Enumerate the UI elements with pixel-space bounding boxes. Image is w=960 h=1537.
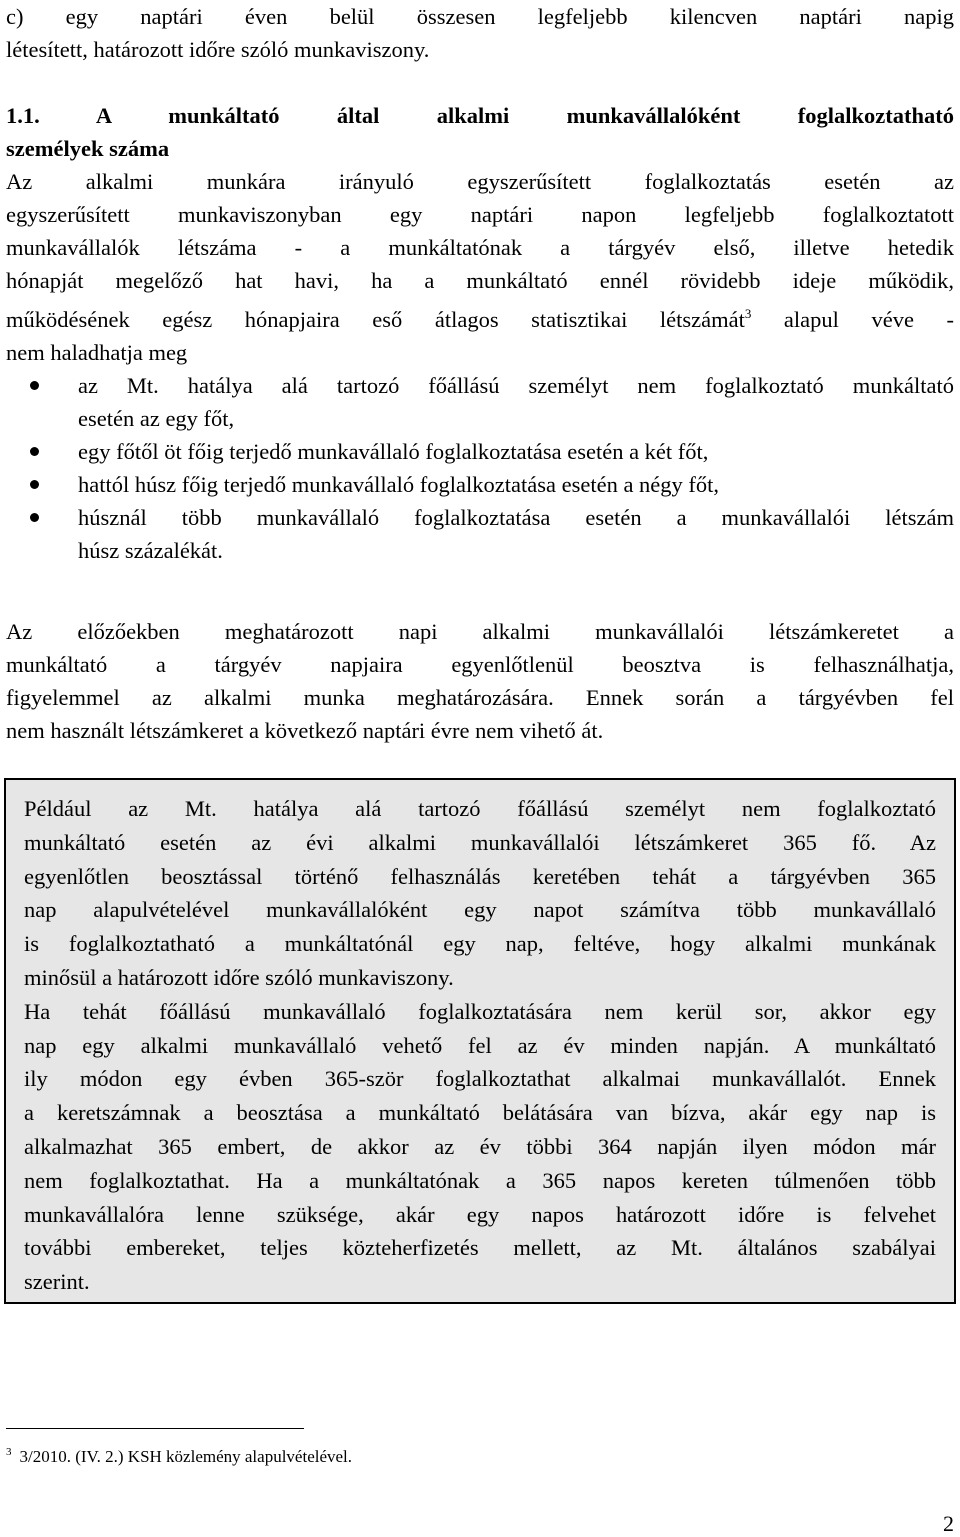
item-c	[6, 0, 954, 66]
example-box-line: munkáltató esetén az évi alkalmi munkavállalói létszámkeret 365 fő. Az	[24, 829, 936, 855]
example-box-line: ily módon egy évben 365-ször foglalkoztathat alkalmai munkavállalót. Ennek	[24, 1066, 936, 1092]
paragraph-2-line-1: Az előzőekben meghatározott napi alkalmi munkavállalói létszámkeretet a	[6, 619, 954, 644]
example-box-line: nem foglalkoztathat. Ha a munkáltatónak a 365 napos kereten túlmenően több	[24, 1167, 936, 1193]
bullet-item	[30, 369, 954, 435]
footnote-reference: 3	[744, 306, 752, 321]
bullet-item	[30, 468, 954, 501]
example-box-line: nap alapulvételével munkavállalóként egy napot számítva több munkavállaló	[24, 897, 936, 923]
item-c-line-2: létesített, határozott időre szóló munkaviszony.	[6, 37, 430, 62]
bullet-dot-icon	[30, 381, 39, 390]
item-c-line-1: c) egy naptári éven belül összesen legfeljebb kilencven naptári napig	[6, 4, 954, 29]
section-heading-line-2: személyek száma	[6, 136, 170, 161]
section-body-line-5-tail: alapul véve -	[751, 307, 954, 332]
section-heading	[6, 99, 954, 165]
bullet-list	[30, 369, 954, 567]
paragraph-2-line-3: figyelemmel az alkalmi munka meghatározására. Ennek során a tárgyévben fel	[6, 685, 954, 710]
bullet-1-line-2: esetén az egy főt,	[78, 406, 235, 431]
section-heading-line-1: 1.1. A munkáltató által alkalmi munkavállalóként foglalkoztatható	[6, 103, 954, 128]
bullet-1-line-1: az Mt. hatálya alá tartozó főállású személyt nem foglalkoztató munkáltató	[78, 373, 954, 398]
bullet-4-line-2: húsz százalékát.	[78, 538, 223, 563]
example-box-line: minősül a határozott időre szóló munkaviszony.	[24, 964, 454, 990]
bullet-dot-icon	[30, 480, 39, 489]
footnote	[6, 1441, 352, 1468]
page-number: 2	[943, 1511, 954, 1536]
example-box-line: a keretszámnak a beosztása a munkáltató belátására van bízva, akár egy nap is	[24, 1100, 936, 1126]
section-body-line-6: nem haladhatja meg	[6, 340, 188, 365]
example-box-line: munkavállalóra lenne szüksége, akár egy napos határozott időre is felvehet	[24, 1201, 936, 1227]
section-body	[6, 165, 954, 369]
example-box-line: Például az Mt. hatálya alá tartozó főállású személyt nem foglalkoztató	[24, 796, 936, 821]
example-box-line: szerint.	[24, 1269, 90, 1295]
paragraph-2-line-4: nem használt létszámkeret a következő naptári évre nem vihető át.	[6, 718, 604, 743]
bullet-dot-icon	[30, 513, 39, 522]
section-body-line-5	[6, 297, 954, 336]
example-box-line: nap egy alkalmi munkavállaló vehető fel az év minden napján. A munkáltató	[24, 1032, 936, 1058]
example-box-line: egyenlőtlen beosztással történő felhasználás keretében tehát a tárgyévben 365	[24, 863, 936, 889]
bullet-item	[30, 435, 954, 468]
bullet-dot-icon	[30, 447, 39, 456]
example-box-line: Ha tehát főállású munkavállaló foglalkoztatására nem kerül sor, akkor egy	[24, 998, 936, 1024]
bullet-item	[30, 501, 954, 567]
bullet-3-line-1: hattól húsz főig terjedő munkavállaló foglalkoztatása esetén a négy főt,	[78, 472, 720, 497]
bullet-4-line-1: húsznál több munkavállaló foglalkoztatása esetén a munkavállalói létszám	[78, 505, 954, 530]
example-box-text	[24, 792, 936, 1299]
example-box-line: is foglalkoztatható a munkáltatónál egy nap, feltéve, hogy alkalmi munkának	[24, 931, 936, 957]
paragraph-2-line-2: munkáltató a tárgyév napjaira egyenlőtlenül beosztva is felhasználhatja,	[6, 652, 954, 677]
example-box-line: alkalmazhat 365 embert, de akkor az év többi 364 napján ilyen módon már	[24, 1133, 936, 1159]
footnote-number: 3	[6, 1446, 12, 1458]
paragraph-2	[6, 615, 954, 747]
section-body-line-1: Az alkalmi munkára irányuló egyszerűsített foglalkoztatás esetén az	[6, 169, 954, 194]
footnote-separator	[6, 1428, 304, 1429]
example-box	[4, 778, 956, 1304]
section-body-line-5-text: működésének egész hónapjaira eső átlagos statisztikai létszámát	[6, 307, 745, 332]
bullet-2-line-1: egy főtől öt főig terjedő munkavállaló foglalkoztatása esetén a két főt,	[78, 439, 709, 464]
footnote-text: 3/2010. (IV. 2.) KSH közlemény alapulvételével.	[19, 1447, 353, 1466]
example-box-line: további embereket, teljes közteherfizetés mellett, az Mt. általános szabályai	[24, 1235, 936, 1261]
section-body-line-4: hónapját megelőző hat havi, ha a munkáltató ennél rövidebb ideje működik,	[6, 268, 954, 293]
section-body-line-2: egyszerűsített munkaviszonyban egy naptári napon legfeljebb foglalkoztatott	[6, 202, 954, 227]
section-body-line-3: munkavállalók létszáma - a munkáltatónak a tárgyév első, illetve hetedik	[6, 235, 954, 260]
